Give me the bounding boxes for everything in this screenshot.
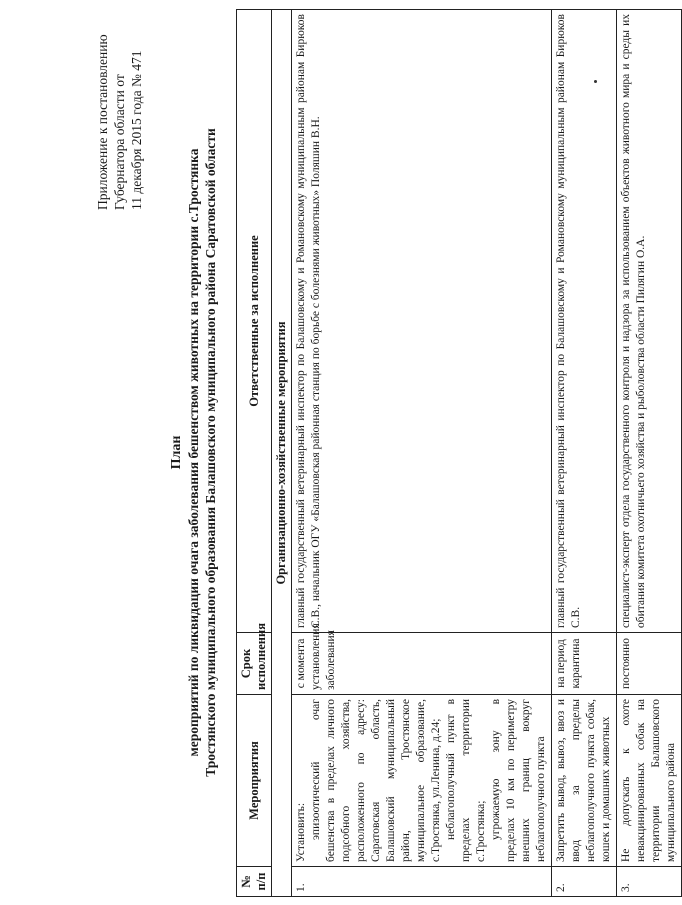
heading-line-2: Тростянского муниципального образования Балашовского муниципального района Саратовской области: [203, 128, 218, 777]
document-heading: [168, 0, 219, 905]
row-responsible: главный государственный ветеринарный инспектор по Балашовскому и Романовскому муниципальным районам Бирюков С.В.: [552, 10, 617, 633]
row-activity: Запретить вывод, вывоз, ввоз и ввод за пределы неблагополучного пункта собак, кошек и домашних животных: [552, 695, 617, 867]
header-term: Срок исполнения: [237, 633, 272, 695]
scan-speck: [594, 80, 597, 83]
activity-item: угрожаемую зону в пределах 10 км по периметру внешних границ вокруг неблагополучного пункта: [490, 699, 547, 862]
row-activity: Не допускать к охоте невакцинированных собак на территории Балашовского муниципального района: [617, 695, 682, 867]
table-row: [617, 10, 682, 897]
header-activity: Мероприятия: [237, 695, 272, 867]
section-row: [272, 10, 292, 897]
activity-item: неблагополучный пункт в пределах территории с.Тростянка;: [445, 699, 487, 862]
row-num: 1.: [292, 867, 552, 897]
row-term: на период карантина: [552, 633, 617, 695]
approval-stamp: [94, 10, 145, 210]
activity-item: эпизоотический очаг бешенства в пределах личного подсобного хозяйства, расположенного по адресу: Саратовская область, Балашовский муниципальный район, Тростянское муниципальное образование, с.Тростянка, ул.Ленина, д.24;: [310, 699, 442, 862]
document-title: План: [169, 435, 184, 470]
approval-line-3: 11 декабря 2015 года № 471: [129, 50, 144, 210]
row-responsible: главный государственный ветеринарный инспектор по Балашовскому и Романовскому муниципальным районам Бирюков С.В., начальник ОГУ «Балашовская районная станция по борьбе с болезнями животных» Поляшин В.Н.: [292, 10, 552, 633]
heading-line-1: мероприятий по ликвидации очага заболевания бешенством животных на территории с.Тростянка: [186, 148, 201, 757]
approval-line-2: Губернатора области от: [112, 74, 127, 210]
header-num: № п/п: [237, 867, 272, 897]
row-term: постоянно: [617, 633, 682, 695]
row-activity: [292, 695, 552, 867]
header-responsible: Ответственные за исполнение: [237, 10, 272, 633]
approval-line-1: Приложение к постановлению: [95, 34, 110, 210]
section-title: Организационно-хозяйственные мероприятия: [272, 10, 292, 897]
row-responsible: специалист-эксперт отдела государственного контроля и надзора за использованием объектов животного мира и среды их обитания комитета охотничьего хозяйства и рыболовства области Пилягин О.А.: [617, 10, 682, 633]
row-num: 3.: [617, 867, 682, 897]
row-num: 2.: [552, 867, 617, 897]
activity-intro: Установить:: [295, 802, 307, 862]
table-header-row: [237, 10, 272, 897]
table-row: [552, 10, 617, 897]
row-term: с момента установления заболевания: [292, 633, 552, 695]
plan-table: [236, 9, 682, 897]
table-row: [292, 10, 552, 897]
